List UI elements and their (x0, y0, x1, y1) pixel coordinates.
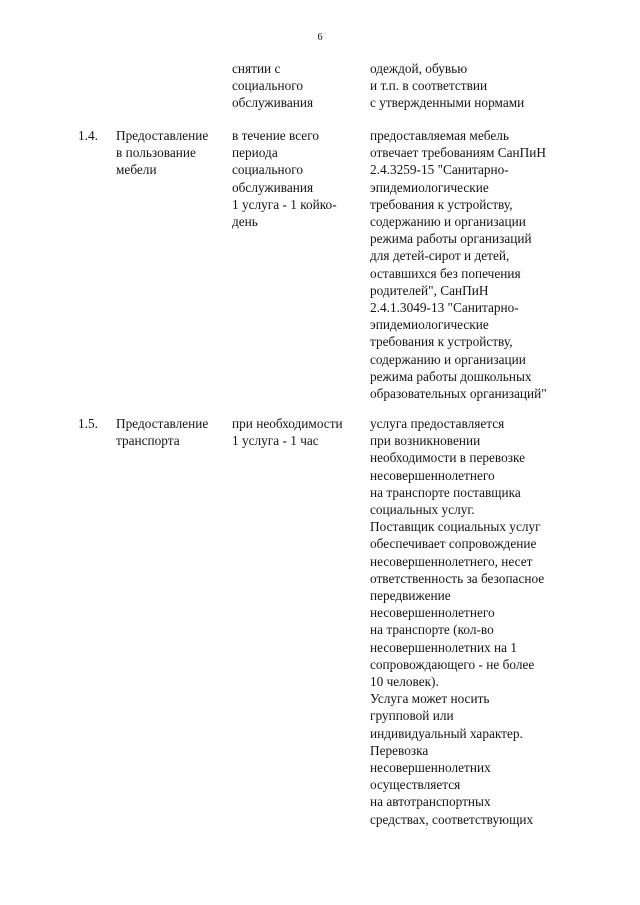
text-line: мебели (116, 162, 157, 178)
text-line: групповой или (370, 708, 454, 724)
text-line: Поставщик социальных услуг (370, 519, 541, 535)
text-line: несовершеннолетнего (370, 605, 495, 621)
text-line: 2.4.1.3049-13 "Санитарно- (370, 300, 519, 316)
text-line: ответственность за безопасное (370, 570, 545, 586)
page-number: 6 (317, 32, 323, 43)
text-line: требования к устройству, (370, 334, 513, 350)
text-line: Предоставление (116, 128, 209, 143)
text-line: социальных услуг. (370, 502, 475, 518)
text-line: осуществляется (370, 777, 461, 793)
text-line: 2.4.3259-15 "Санитарно- (370, 162, 509, 178)
text-line: несовершеннолетнего, несет (370, 553, 533, 569)
text-line: 1.4. (78, 128, 98, 143)
text-line: 1 услуга - 1 час (232, 433, 319, 449)
text-line: Перевозка (370, 742, 429, 758)
text-line: режима работы дошкольных (370, 368, 532, 384)
text-line: средствах, соответствующих (370, 811, 534, 827)
text-line: индивидуальный характер. (370, 725, 523, 741)
text-line: предоставляемая мебель (370, 128, 509, 143)
text-line: несовершеннолетнего (370, 467, 495, 483)
text-line: Предоставление (116, 416, 209, 431)
continuation-desc-cell (370, 60, 524, 112)
text-line: на транспорте (кол-во (370, 622, 494, 638)
text-line: режима работы организаций (370, 231, 532, 247)
text-line: обслуживания (232, 179, 314, 195)
text-line: обеспечивает сопровождение (370, 536, 537, 552)
text-line: отвечает требованиям СанПиН (370, 145, 546, 161)
service-time-cell (232, 415, 343, 449)
service-desc-cell (370, 415, 544, 828)
text-line: Услуга может носить (370, 691, 490, 707)
text-line: транспорта (116, 433, 180, 449)
continuation-time-cell (232, 60, 313, 112)
text-line: при возникновении (370, 433, 481, 449)
text-line: содержанию и организации (370, 351, 526, 367)
text-line: оставшихся без попечения (370, 265, 521, 281)
text-line: обслуживания (232, 95, 314, 111)
service-time-cell (232, 127, 337, 230)
text-line: в пользование (116, 145, 196, 161)
text-line: 1.5. (78, 416, 98, 431)
text-line: и т.п. в соответствии (370, 78, 488, 94)
text-line: требования к устройству, (370, 196, 513, 212)
row-number (78, 415, 98, 432)
service-desc-cell (370, 127, 547, 402)
text-line: для детей-сирот и детей, (370, 248, 510, 264)
text-line: социального (232, 162, 304, 178)
text-line: необходимости в перевозке (370, 450, 526, 466)
text-line: эпидемиологические (370, 317, 489, 333)
text-line: сопровождающего - не более (370, 656, 535, 672)
text-line: день (232, 214, 258, 230)
text-line: образовательных организаций" (370, 386, 547, 402)
text-line: 1 услуга - 1 койко- (232, 196, 337, 212)
text-line: с утвержденными нормами (370, 95, 525, 111)
text-line: содержанию и организации (370, 214, 526, 230)
text-line: несовершеннолетних (370, 760, 491, 776)
service-name-cell (116, 127, 208, 179)
text-line: услуга предоставляется (370, 416, 505, 431)
text-line: 10 человек). (370, 674, 439, 690)
text-line: одеждой, обувью (370, 61, 468, 76)
text-line: эпидемиологические (370, 179, 489, 195)
text-line: социального (232, 78, 304, 94)
text-line: передвижение (370, 588, 451, 604)
text-line: на транспорте поставщика (370, 484, 521, 500)
text-line: родителей", СанПиН (370, 282, 489, 298)
text-line: в течение всего (232, 128, 319, 143)
text-line: периода (232, 145, 278, 161)
text-line: несовершеннолетних на 1 (370, 639, 518, 655)
text-line: снятии с (232, 61, 281, 76)
text-line: при необходимости (232, 416, 343, 431)
service-name-cell (116, 415, 208, 449)
text-line: на автотранспортных (370, 794, 491, 810)
row-number (78, 127, 98, 144)
